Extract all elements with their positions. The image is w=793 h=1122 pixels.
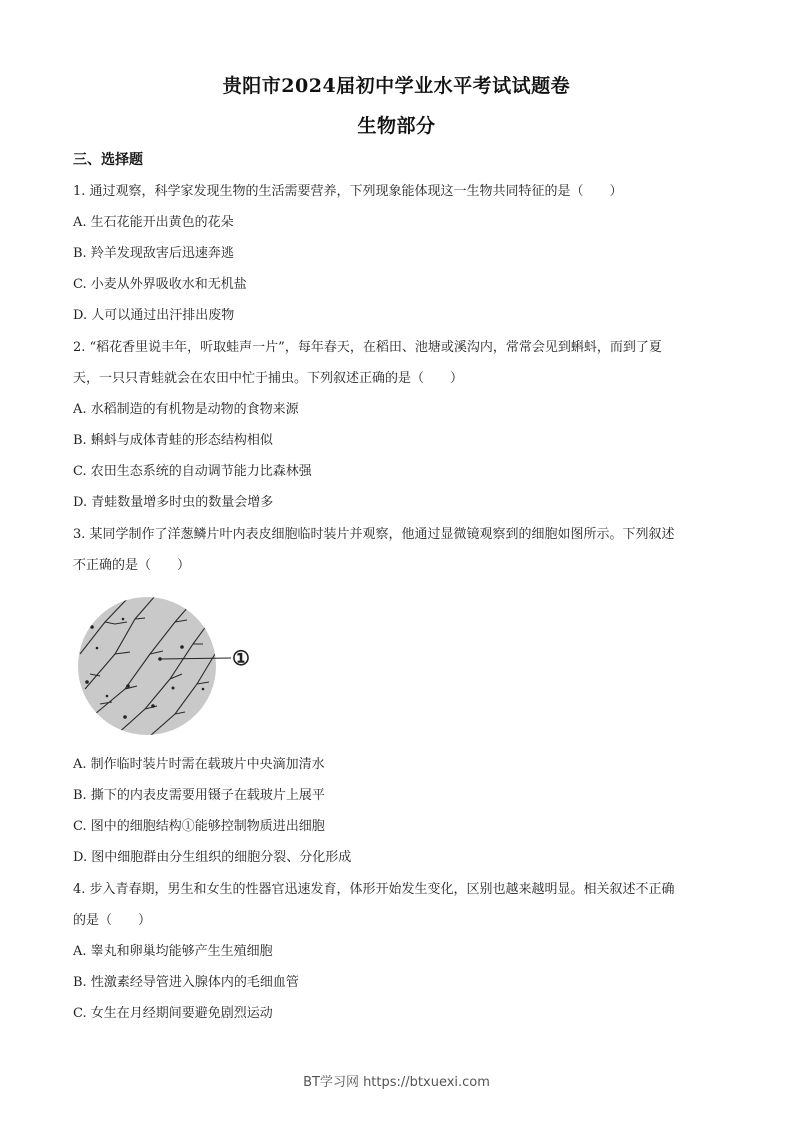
question-2-option-d: D. 青蛙数量增多时虫的数量会增多 <box>73 495 274 510</box>
question-1-option-a: A. 生石花能开出黄色的花朵 <box>73 215 234 230</box>
question-4-option-a: A. 睾丸和卵巢均能够产生生殖细胞 <box>73 944 273 959</box>
question-2-stem-line-1: 2. “稻花香里说丰年，听取蛙声一片”，每年春天，在稻田、池塘或溪沟内，常常会见到蝌蚪，而到了夏 <box>73 340 662 355</box>
question-2-option-a: A. 水稻制造的有机物是动物的食物来源 <box>73 402 299 417</box>
question-1-stem: 1. 通过观察，科学家发现生物的生活需要营养，下列现象能体现这一生物共同特征的是（ ） <box>73 184 623 199</box>
question-1-option-d: D. 人可以通过出汗排出废物 <box>73 308 235 323</box>
question-3-option-d: D. 图中细胞群由分生组织的细胞分裂、分化形成 <box>73 850 352 865</box>
question-1-option-c: C. 小麦从外界吸收水和无机盐 <box>73 277 247 292</box>
question-2-option-b: B. 蝌蚪与成体青蛙的形态结构相似 <box>73 433 273 448</box>
question-3-stem-line-2: 不正确的是（ ） <box>73 558 191 573</box>
question-4-stem-line-1: 4. 步入青春期，男生和女生的性器官迅速发育，体形开始发生变化，区别也越来越明显。相关叙述不正确 <box>73 882 675 897</box>
question-3-option-a: A. 制作临时装片时需在载玻片中央滴加清水 <box>73 757 325 772</box>
section-heading: 三、选择题 <box>73 152 143 168</box>
question-2-option-c: C. 农田生态系统的自动调节能力比森林强 <box>73 464 312 479</box>
question-2-stem-line-2: 天，一只只青蛙就会在农田中忙于捕虫。下列叙述正确的是（ ） <box>73 371 464 386</box>
question-1-option-b: B. 羚羊发现敌害后迅速奔逃 <box>73 246 234 261</box>
question-4-option-b: B. 性激素经导管进入腺体内的毛细血管 <box>73 975 299 990</box>
page-title: 贵阳市2024届初中学业水平考试试题卷 <box>222 75 571 97</box>
question-4-option-c: C. 女生在月经期间要避免剧烈运动 <box>73 1006 273 1021</box>
figure-label-1: ① <box>232 646 250 670</box>
question-3-option-c: C. 图中的细胞结构①能够控制物质进出细胞 <box>73 819 325 834</box>
watermark-footer: BT学习网 https://btxuexi.com <box>303 1075 490 1090</box>
page-subtitle: 生物部分 <box>357 115 436 137</box>
question-3-stem-line-1: 3. 某同学制作了洋葱鳞片叶内表皮细胞临时装片并观察，他通过显微镜观察到的细胞如图所示。下列叙述 <box>73 527 675 542</box>
question-3-option-b: B. 撕下的内表皮需要用镊子在载玻片上展平 <box>73 788 325 803</box>
onion-cell-micrograph <box>75 594 265 736</box>
question-4-stem-line-2: 的是（ ） <box>73 913 152 928</box>
